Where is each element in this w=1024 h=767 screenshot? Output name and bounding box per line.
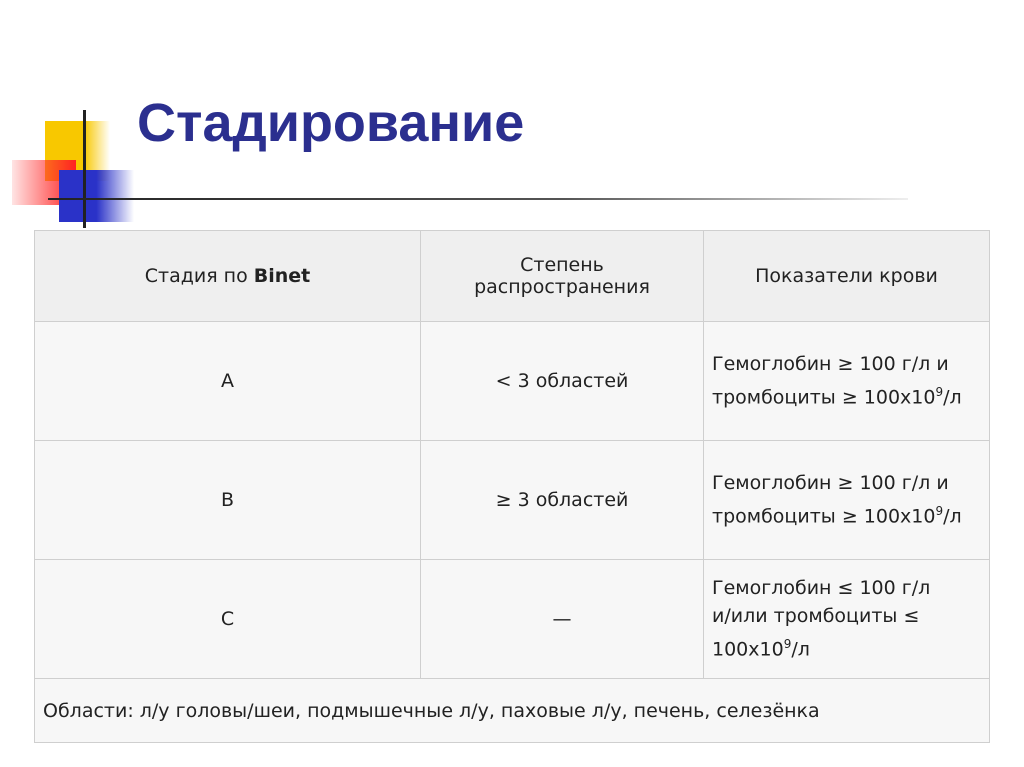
header-spread [421, 231, 704, 322]
header-stage [35, 231, 421, 322]
blood-sup: 9 [935, 504, 944, 519]
blood-tail: /л [943, 505, 962, 528]
header-blood: Показатели крови [704, 231, 990, 322]
table-header-row [35, 231, 990, 322]
cell-stage: B [35, 441, 421, 560]
slide-title: Стадирование [137, 93, 525, 153]
blood-line: Гемоглобин ≤ 100 г/л [712, 577, 931, 600]
title-underline [48, 198, 908, 200]
blood-line: тромбоциты ≥ 100x10 [712, 386, 936, 409]
decor-vertical-line [83, 110, 86, 228]
blood-line: Гемоглобин ≥ 100 г/л и [712, 353, 949, 376]
blood-sup: 9 [783, 637, 792, 652]
blood-tail: /л [943, 386, 962, 409]
blood-line: тромбоциты ≥ 100x10 [712, 505, 936, 528]
blood-tail: /л [791, 638, 810, 661]
decor-blue-square [59, 170, 134, 222]
cell-blood [704, 322, 990, 441]
header-stage-text: Стадия по [144, 265, 254, 287]
cell-stage: A [35, 322, 421, 441]
table-row [35, 441, 990, 560]
cell-stage: C [35, 560, 421, 679]
footer-note: Области: л/у головы/шеи, подмышечные л/у, паховые л/у, печень, селезёнка [35, 679, 990, 743]
binet-staging-table [34, 230, 990, 743]
table-footer-row [35, 679, 990, 743]
cell-spread: ≥ 3 областей [421, 441, 704, 560]
header-spread-line2: распространения [474, 276, 650, 298]
blood-sup: 9 [935, 385, 944, 400]
table-row [35, 322, 990, 441]
table-row [35, 560, 990, 679]
header-stage-bold: Binet [253, 265, 311, 287]
cell-blood [704, 441, 990, 560]
cell-blood [704, 560, 990, 679]
cell-spread: < 3 областей [421, 322, 704, 441]
header-spread-line1: Степень [520, 254, 604, 276]
cell-spread: — [421, 560, 704, 679]
blood-line: 100x10 [712, 638, 784, 661]
blood-line: Гемоглобин ≥ 100 г/л и [712, 472, 949, 495]
blood-line: и/или тромбоциты ≤ [712, 605, 920, 628]
